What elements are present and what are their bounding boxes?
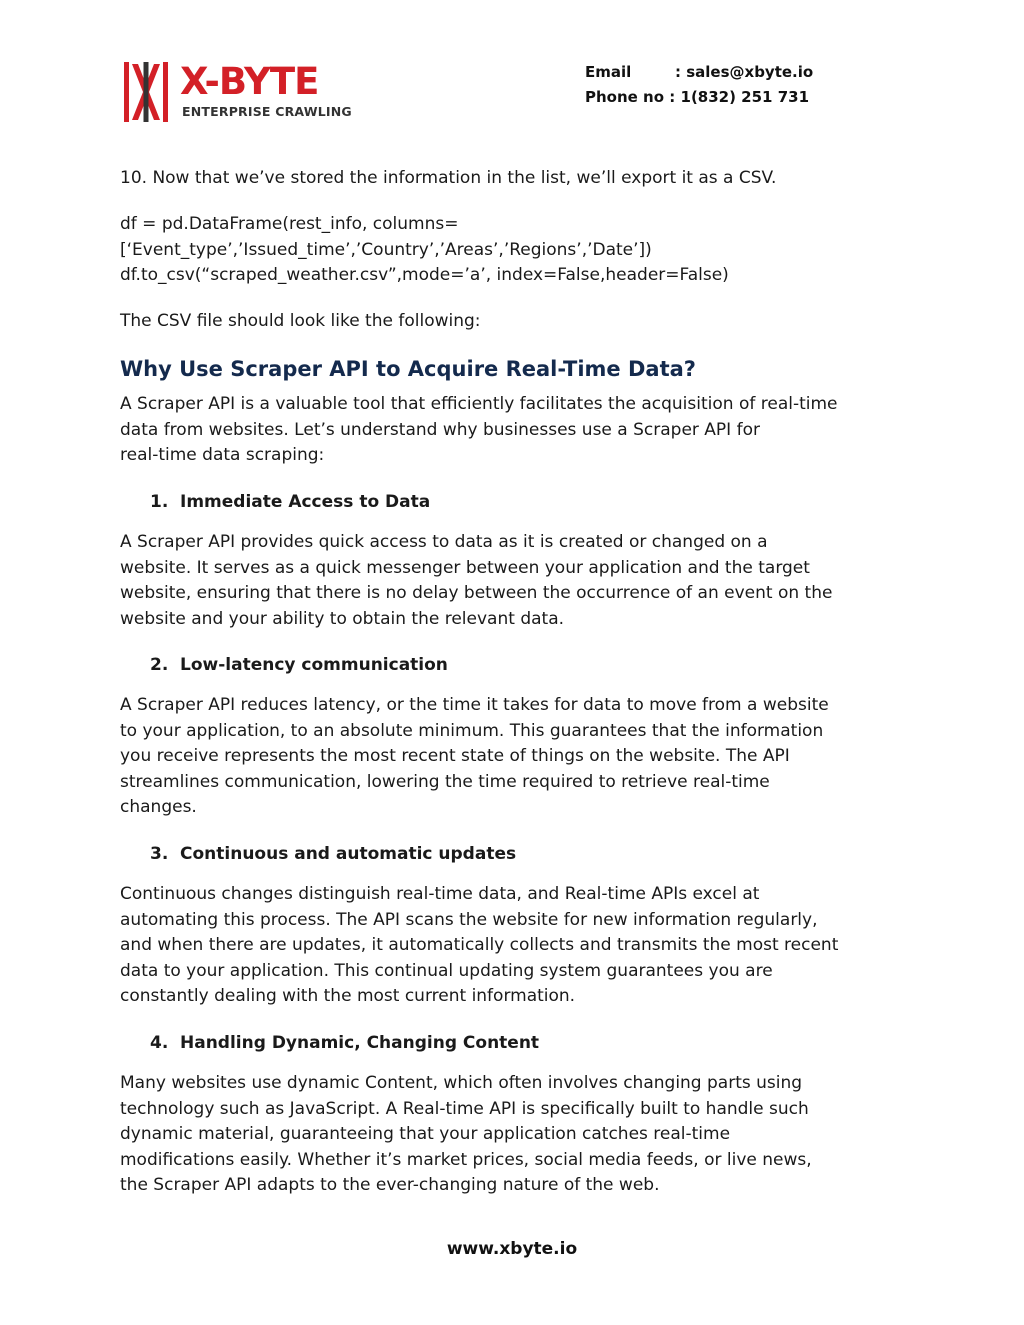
- list-title: Continuous and automatic updates: [180, 844, 517, 864]
- text-line: data from websites. Let’s understand why businesses use a Scraper API for: [120, 419, 760, 440]
- section-intro: [120, 392, 910, 469]
- section-title: Why Use Scraper API to Acquire Real-Time Data?: [120, 357, 696, 381]
- text-line: automating this process. The API scans the website for new information regularly,: [120, 909, 818, 930]
- list-number: 4.: [150, 1033, 169, 1053]
- list-number: 3.: [150, 844, 169, 864]
- list-item-heading: [150, 653, 448, 677]
- text-line: constantly dealing with the most current information.: [120, 986, 576, 1006]
- text-line: the Scraper API adapts to the ever-changing nature of the web.: [120, 1175, 660, 1195]
- text-line: technology such as JavaScript. A Real-time API is specifically built to handle such: [120, 1098, 809, 1119]
- logo-wordmark: X-BYTE: [180, 60, 319, 103]
- text-line: real-time data scraping:: [120, 445, 325, 465]
- phone-row: [585, 85, 813, 110]
- code-line: df.to_csv(“scraped_weather.csv”,mode=’a’, index=False,header=False): [120, 265, 729, 285]
- code-line: [‘Event_type’,’Issued_time’,’Country’,’Areas’,’Regions’,’Date’]): [120, 239, 652, 260]
- text-line: and when there are updates, it automatically collects and transmits the most recent: [120, 935, 839, 955]
- text-line: to your application, to an absolute minimum. This guarantees that the information: [120, 720, 824, 741]
- list-title: Low-latency communication: [180, 655, 448, 675]
- list-item-heading: [150, 842, 516, 866]
- text-line: changes.: [120, 797, 197, 817]
- text-line: A Scraper API reduces latency, or the time it takes for data to move from a website: [120, 695, 829, 715]
- text-line: streamlines communication, lowering the time required to retrieve real-time: [120, 771, 770, 792]
- logo-tagline: ENTERPRISE CRAWLING: [182, 104, 352, 119]
- list-item-body: [120, 693, 910, 821]
- code-line: df = pd.DataFrame(rest_info, columns=: [120, 214, 459, 234]
- text-line: data to your application. This continual updating system guarantees you are: [120, 960, 773, 981]
- email-label: Email: [585, 63, 632, 81]
- text-line: website, ensuring that there is no delay between the occurrence of an event on the: [120, 583, 833, 603]
- text-line: Continuous changes distinguish real-time data, and Real-time APIs excel at: [120, 884, 760, 904]
- footer-url[interactable]: www.xbyte.io: [446, 1239, 578, 1259]
- x-byte-logo: [122, 60, 362, 124]
- phone-value: : 1(832) 251 731: [669, 88, 810, 106]
- contact-info: [585, 60, 813, 110]
- list-item-body: [120, 530, 910, 632]
- text-line: website and your ability to obtain the relevant data.: [120, 608, 565, 629]
- text-line: dynamic material, guaranteeing that your application catches real-time: [120, 1124, 731, 1144]
- text-line: you receive represents the most recent state of things on the website. The API: [120, 746, 790, 766]
- code-snippet: [120, 212, 910, 289]
- csv-note: The CSV file should look like the following:: [120, 311, 481, 331]
- text-line: Many websites use dynamic Content, which often involves changing parts using: [120, 1073, 803, 1093]
- email-row: [585, 60, 813, 85]
- text-line: website. It serves as a quick messenger between your application and the target: [120, 557, 810, 578]
- list-title: Immediate Access to Data: [180, 492, 431, 512]
- email-value[interactable]: : sales@xbyte.io: [675, 63, 814, 81]
- list-item-body: [120, 1071, 910, 1199]
- intro-paragraph: 10. Now that we’ve stored the information in the list, we’ll export it as a CSV.: [120, 168, 777, 188]
- list-item-heading: [150, 1031, 539, 1055]
- list-item-body: [120, 882, 910, 1010]
- x-byte-logo-mark-icon: [122, 60, 170, 124]
- phone-label: Phone no: [585, 88, 665, 106]
- list-number: 2.: [150, 655, 169, 675]
- text-line: A Scraper API provides quick access to data as it is created or changed on a: [120, 532, 768, 552]
- list-number: 1.: [150, 492, 169, 512]
- text-line: modifications easily. Whether it’s market prices, social media feeds, or live news,: [120, 1149, 812, 1170]
- list-title: Handling Dynamic, Changing Content: [180, 1033, 540, 1053]
- list-item-heading: [150, 490, 430, 514]
- text-line: A Scraper API is a valuable tool that efficiently facilitates the acquisition of real-time: [120, 394, 838, 414]
